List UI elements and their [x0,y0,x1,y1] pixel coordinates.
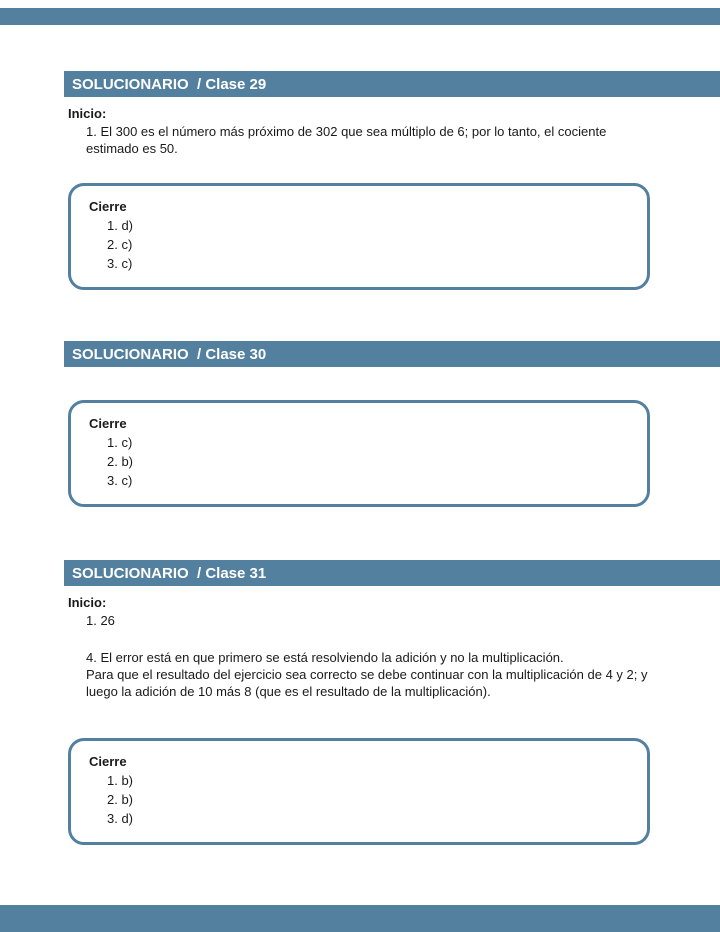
cierre-title: Cierre [89,416,127,431]
cierre-answer-item: 2. c) [107,237,133,252]
cierre-answer-item: 2. b) [107,792,134,807]
cierre-answer-item: 1. d) [107,218,134,233]
inicio-item: 1. El 300 es el número más próximo de 302 que sea múltiplo de 6; por lo tanto, el cociente estimado es 50. [86,124,607,156]
inicio-label: Inicio: [68,106,107,121]
cierre-title: Cierre [89,199,127,214]
bottom-decorative-bar [0,905,720,932]
top-decorative-bar [0,8,720,25]
section-header-bar [64,560,720,586]
section-header-bar [64,71,720,97]
cierre-answer-item: 3. c) [107,256,133,271]
section-title: SOLUCIONARIO / Clase 30 [72,345,267,363]
section-header-bar [64,341,720,367]
cierre-box [68,400,650,507]
cierre-answer-item: 3. d) [107,811,134,826]
cierre-answer-item: 1. b) [107,773,134,788]
cierre-answer-item: 3. c) [107,473,133,488]
cierre-box [68,738,650,845]
inicio-item: 1. 26 [86,613,115,628]
section-clase-29 [0,71,720,290]
cierre-title: Cierre [89,754,127,769]
cierre-box [68,183,650,290]
answer-paragraph [86,649,662,700]
document-content [0,71,720,845]
section-clase-30 [0,341,720,507]
cierre-answer-item: 2. b) [107,454,134,469]
section-title: SOLUCIONARIO / Clase 31 [72,564,267,582]
section-title: SOLUCIONARIO / Clase 29 [72,75,267,93]
inicio-label: Inicio: [68,595,107,610]
section-clase-31 [0,560,720,845]
answer-paragraph-line: 4. El error está en que primero se está resolviendo la adición y no la multiplicación. [86,650,564,665]
answer-paragraph-line: Para que el resultado del ejercicio sea correcto se debe continuar con la multiplicación de 4 y 2; y luego la adición de 10 más 8 (que es el resultado de la multiplicación). [86,667,648,699]
cierre-answer-item: 1. c) [107,435,133,450]
